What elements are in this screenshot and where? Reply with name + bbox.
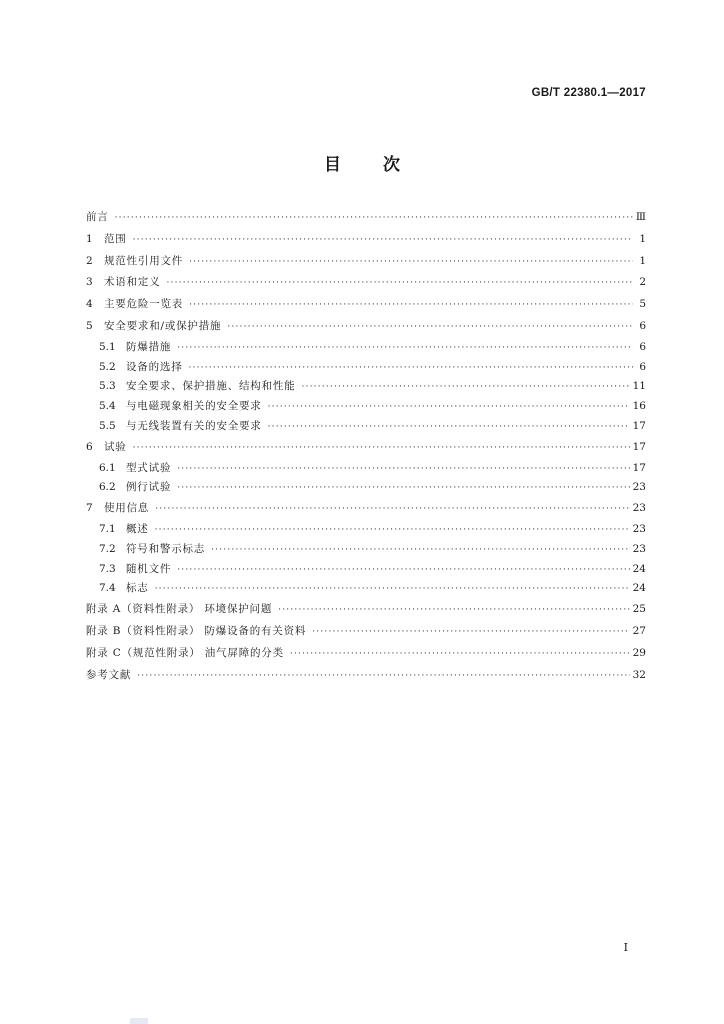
toc-entry-number: 6.1	[99, 461, 116, 474]
toc-entry-page: 6	[639, 360, 646, 373]
toc-entry-label: 附录 B（资料性附录） 防爆设备的有关资料	[86, 624, 307, 637]
toc-entry-6-1[interactable]	[86, 459, 646, 479]
toc-entry-page: 17	[632, 419, 646, 432]
toc-entry-page: 23	[632, 522, 646, 535]
toc-entry-number: 6.2	[99, 481, 116, 494]
toc-entry-page: 32	[632, 668, 646, 681]
toc-dot-leader	[227, 317, 633, 339]
toc-entry-label: 型式试验	[126, 461, 172, 474]
toc-entry-label: 与电磁现象相关的安全要求	[126, 400, 262, 413]
toc-entry-page: 1	[639, 254, 646, 267]
toc-dot-leader	[177, 460, 629, 480]
toc-entry-2[interactable]	[86, 251, 646, 273]
toc-dot-leader	[137, 666, 629, 688]
toc-entry-page: 2	[639, 276, 646, 289]
toc-dot-leader	[177, 339, 633, 359]
toc-dot-leader	[312, 622, 629, 644]
toc-entry-number: 7.3	[99, 562, 116, 575]
toc-entry-7-3[interactable]	[86, 560, 646, 580]
toc-entry-number: 5.1	[99, 340, 116, 353]
toc-entry-label: 设备的选择	[126, 360, 183, 373]
scan-artifact	[130, 1018, 148, 1024]
toc-entry-page: 6	[639, 340, 646, 353]
toc-dot-leader	[167, 273, 634, 295]
toc-entry-page: 17	[632, 440, 646, 453]
toc-entry-page: Ⅲ	[635, 211, 646, 223]
toc-entry-bibliography[interactable]	[86, 665, 646, 687]
toc-entry-5-1[interactable]	[86, 338, 646, 358]
toc-dot-leader	[133, 230, 633, 252]
toc-entry-7-2[interactable]	[86, 540, 646, 560]
toc-entry-number: 3	[86, 276, 93, 289]
toc-entry-number: 5.5	[99, 419, 116, 432]
toc-entry-label: 附录 C（规范性附录） 油气屏障的分类	[86, 646, 284, 659]
toc-entry-number: 6	[86, 440, 93, 453]
toc-entry-number: 5.3	[99, 380, 116, 393]
toc-entry-6-2[interactable]	[86, 478, 646, 498]
toc-entry-number: 7	[86, 502, 93, 515]
table-of-contents	[86, 207, 646, 686]
toc-entry-page: 11	[632, 380, 646, 393]
toc-entry-page: 27	[632, 624, 646, 637]
toc-entry-label: 范围	[104, 232, 127, 245]
toc-entry-7[interactable]	[86, 498, 646, 520]
toc-entry-number: 5.2	[99, 360, 116, 373]
toc-entry-page: 5	[639, 298, 646, 311]
toc-entry-page: 29	[632, 646, 646, 659]
toc-dot-leader	[133, 438, 630, 460]
toc-entry-5-3[interactable]	[86, 377, 646, 397]
toc-entry-3[interactable]	[86, 272, 646, 294]
toc-entry-label: 参考文献	[86, 668, 132, 681]
toc-entry-number: 7.1	[99, 522, 116, 535]
toc-dot-leader	[268, 398, 630, 418]
toc-entry-5-2[interactable]	[86, 358, 646, 378]
toc-entry-label: 前言	[86, 211, 109, 223]
toc-entry-page: 24	[632, 562, 646, 575]
toc-dot-leader	[302, 378, 630, 398]
toc-entry-page: 25	[632, 603, 646, 616]
toc-entry-5-4[interactable]	[86, 397, 646, 417]
toc-entry-7-4[interactable]	[86, 579, 646, 599]
toc-dot-leader	[155, 499, 629, 521]
toc-dot-leader	[211, 541, 630, 561]
toc-entry-page: 1	[639, 232, 646, 245]
toc-dot-leader	[278, 600, 629, 622]
toc-entry-5[interactable]	[86, 316, 646, 338]
toc-dot-leader	[177, 561, 629, 581]
toc-dot-leader	[268, 418, 630, 438]
toc-entry-7-1[interactable]	[86, 520, 646, 540]
toc-entry-number: 2	[86, 254, 93, 267]
toc-dot-leader	[155, 521, 630, 541]
toc-entry-label: 主要危险一览表	[104, 298, 184, 311]
toc-entry-page: 16	[632, 400, 646, 413]
toc-entry-page: 24	[632, 582, 646, 595]
toc-entry-label: 术语和定义	[104, 276, 161, 289]
toc-entry-label: 附录 A（资料性附录） 环境保护问题	[86, 603, 273, 616]
toc-entry-page: 23	[632, 502, 646, 515]
toc-dot-leader	[290, 644, 630, 666]
toc-entry-label: 规范性引用文件	[104, 254, 184, 267]
toc-entry-label: 例行试验	[126, 481, 172, 494]
page-title: 目次	[324, 155, 442, 175]
standard-number: GB/T 22380.1—2017	[531, 87, 646, 99]
toc-dot-leader	[155, 580, 630, 600]
toc-entry-5-5[interactable]	[86, 417, 646, 437]
toc-dot-leader	[115, 208, 633, 230]
toc-entry-number: 7.4	[99, 582, 116, 595]
toc-entry-label: 安全要求、保护措施、结构和性能	[126, 380, 296, 393]
toc-dot-leader	[189, 252, 633, 274]
toc-entry-label: 防爆措施	[126, 340, 172, 353]
toc-entry-page: 6	[639, 319, 646, 332]
toc-entry-annex-c[interactable]	[86, 643, 646, 665]
toc-entry-label: 使用信息	[104, 502, 150, 515]
toc-entry-foreword[interactable]	[86, 207, 646, 229]
toc-entry-page: 23	[632, 481, 646, 494]
toc-entry-label: 随机文件	[126, 562, 172, 575]
toc-entry-label: 符号和警示标志	[126, 542, 206, 555]
toc-dot-leader	[189, 359, 634, 379]
toc-entry-label: 与无线装置有关的安全要求	[126, 419, 262, 432]
toc-entry-number: 7.2	[99, 542, 116, 555]
toc-entry-1[interactable]	[86, 229, 646, 251]
toc-entry-label: 试验	[104, 440, 127, 453]
toc-entry-page: 23	[632, 542, 646, 555]
toc-entry-page: 17	[632, 461, 646, 474]
toc-entry-annex-a[interactable]	[86, 599, 646, 621]
page-folio: I	[623, 941, 628, 954]
toc-entry-label: 概述	[126, 522, 149, 535]
toc-entry-number: 5	[86, 319, 93, 332]
toc-entry-number: 1	[86, 232, 93, 245]
toc-entry-number: 5.4	[99, 400, 116, 413]
toc-entry-number: 4	[86, 298, 93, 311]
toc-dot-leader	[189, 295, 633, 317]
toc-entry-6[interactable]	[86, 437, 646, 459]
toc-entry-4[interactable]	[86, 294, 646, 316]
toc-entry-label: 安全要求和/或保护措施	[104, 319, 222, 332]
toc-dot-leader	[177, 479, 629, 499]
toc-entry-annex-b[interactable]	[86, 621, 646, 643]
toc-entry-label: 标志	[126, 582, 149, 595]
